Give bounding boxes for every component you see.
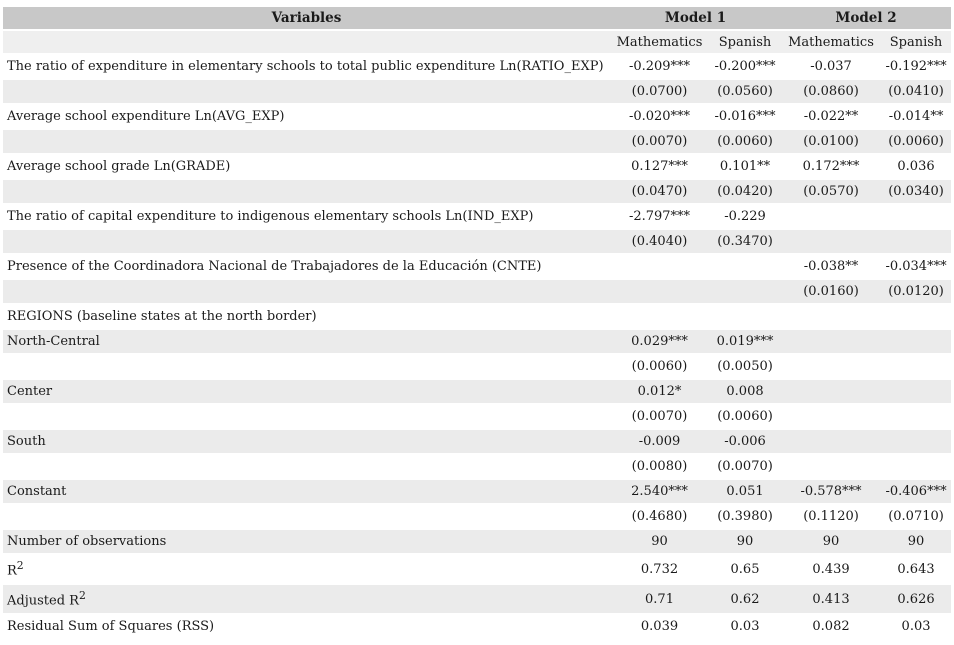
subheader-blank xyxy=(3,31,610,53)
row-label-text: Average school expenditure Ln(AVG_EXP) xyxy=(7,109,285,124)
row-label xyxy=(3,205,610,228)
value-cell xyxy=(610,280,709,303)
row-label xyxy=(3,330,610,353)
subheader-model1-math: Mathematics xyxy=(610,31,709,53)
row-label xyxy=(3,280,610,303)
subheader-model1-spanish: Spanish xyxy=(709,31,781,53)
value-cell xyxy=(881,430,951,453)
value-cell xyxy=(781,205,881,228)
table-row xyxy=(3,80,951,103)
table-row xyxy=(3,255,951,278)
value-cell: (0.0070) xyxy=(610,130,709,153)
header-variables: Variables xyxy=(3,7,610,29)
value-cell xyxy=(881,355,951,378)
row-label xyxy=(3,130,610,153)
table-row xyxy=(3,130,951,153)
value-cell: -0.009 xyxy=(610,430,709,453)
subheader-model2-spanish: Spanish xyxy=(881,31,951,53)
value-cell: (0.0060) xyxy=(881,130,951,153)
table-row xyxy=(3,455,951,478)
value-cell: 0.172*** xyxy=(781,155,881,178)
value-cell: 0.413 xyxy=(781,585,881,613)
value-cell: (0.0060) xyxy=(610,355,709,378)
row-label xyxy=(3,380,610,403)
value-cell: 0.036 xyxy=(881,155,951,178)
value-cell xyxy=(881,380,951,403)
value-cell xyxy=(781,455,881,478)
row-label xyxy=(3,555,610,583)
value-cell: -0.037 xyxy=(781,55,881,78)
value-cell: 0.051 xyxy=(709,480,781,503)
value-cell: (0.0100) xyxy=(781,130,881,153)
value-cell xyxy=(881,330,951,353)
superscript: 2 xyxy=(16,559,24,573)
value-cell xyxy=(781,305,881,328)
value-cell xyxy=(781,405,881,428)
value-cell xyxy=(881,455,951,478)
value-cell: -0.006 xyxy=(709,430,781,453)
table-row xyxy=(3,430,951,453)
value-cell: 0.732 xyxy=(610,555,709,583)
value-cell: -0.020*** xyxy=(610,105,709,128)
value-cell: 0.019*** xyxy=(709,330,781,353)
value-cell: (0.0410) xyxy=(881,80,951,103)
value-cell: (0.0860) xyxy=(781,80,881,103)
row-label xyxy=(3,180,610,203)
table-body xyxy=(3,55,951,638)
row-label xyxy=(3,615,610,638)
value-cell: -0.209*** xyxy=(610,55,709,78)
value-cell: 0.082 xyxy=(781,615,881,638)
row-label xyxy=(3,305,610,328)
table-row xyxy=(3,230,951,253)
value-cell: -0.229 xyxy=(709,205,781,228)
value-cell: (0.3470) xyxy=(709,230,781,253)
value-cell: 0.039 xyxy=(610,615,709,638)
row-label-text: Constant xyxy=(7,484,67,499)
value-cell: -0.034*** xyxy=(881,255,951,278)
table-row xyxy=(3,330,951,353)
value-cell xyxy=(781,430,881,453)
table-row xyxy=(3,380,951,403)
value-cell: (0.0710) xyxy=(881,505,951,528)
row-label-text: North-Central xyxy=(7,334,100,349)
value-cell: 90 xyxy=(709,530,781,553)
value-cell: 90 xyxy=(610,530,709,553)
regression-table xyxy=(3,5,951,640)
value-cell: 90 xyxy=(781,530,881,553)
row-label-text: Average school grade Ln(GRADE) xyxy=(7,159,231,174)
row-label xyxy=(3,355,610,378)
row-label-text: Residual Sum of Squares (RSS) xyxy=(7,619,215,634)
value-cell xyxy=(881,305,951,328)
header-row xyxy=(3,7,951,29)
value-cell xyxy=(781,355,881,378)
value-cell: 90 xyxy=(881,530,951,553)
row-label-text: Number of observations xyxy=(7,534,167,549)
value-cell: (0.0060) xyxy=(709,405,781,428)
table-row xyxy=(3,615,951,638)
table-row xyxy=(3,530,951,553)
value-cell xyxy=(881,405,951,428)
table-row xyxy=(3,585,951,613)
value-cell: 0.029*** xyxy=(610,330,709,353)
row-label-text: Center xyxy=(7,384,53,399)
table-row xyxy=(3,405,951,428)
table-row xyxy=(3,480,951,503)
value-cell: (0.0700) xyxy=(610,80,709,103)
value-cell: (0.0120) xyxy=(881,280,951,303)
value-cell: 0.62 xyxy=(709,585,781,613)
row-label xyxy=(3,430,610,453)
row-label xyxy=(3,505,610,528)
value-cell: (0.0560) xyxy=(709,80,781,103)
value-cell: (0.4680) xyxy=(610,505,709,528)
subheader-model2-math: Mathematics xyxy=(781,31,881,53)
row-label xyxy=(3,80,610,103)
value-cell xyxy=(781,330,881,353)
value-cell: -0.578*** xyxy=(781,480,881,503)
table-row xyxy=(3,355,951,378)
value-cell xyxy=(709,280,781,303)
row-label-text: REGIONS (baseline states at the north border) xyxy=(7,309,317,324)
value-cell xyxy=(881,230,951,253)
value-cell: -0.038** xyxy=(781,255,881,278)
row-label xyxy=(3,230,610,253)
value-cell: -0.014** xyxy=(881,105,951,128)
value-cell: 0.65 xyxy=(709,555,781,583)
header-model-2: Model 2 xyxy=(781,7,951,29)
table-row xyxy=(3,280,951,303)
value-cell: (0.0080) xyxy=(610,455,709,478)
row-label-text: The ratio of expenditure in elementary schools to total public expenditure Ln(RATIO_EXP) xyxy=(7,59,604,74)
value-cell xyxy=(610,255,709,278)
value-cell xyxy=(610,305,709,328)
value-cell xyxy=(781,230,881,253)
row-label xyxy=(3,530,610,553)
table-row xyxy=(3,505,951,528)
row-label-text: Adjusted R xyxy=(7,593,79,609)
value-cell: -0.022** xyxy=(781,105,881,128)
table-row xyxy=(3,105,951,128)
value-cell: -0.406*** xyxy=(881,480,951,503)
value-cell: (0.0470) xyxy=(610,180,709,203)
value-cell: (0.0070) xyxy=(709,455,781,478)
superscript: 2 xyxy=(78,589,86,603)
row-label xyxy=(3,155,610,178)
value-cell: (0.0340) xyxy=(881,180,951,203)
row-label xyxy=(3,105,610,128)
value-cell: -0.016*** xyxy=(709,105,781,128)
row-label xyxy=(3,585,610,613)
value-cell: (0.0070) xyxy=(610,405,709,428)
row-label-text: South xyxy=(7,434,46,449)
value-cell: 2.540*** xyxy=(610,480,709,503)
row-label xyxy=(3,455,610,478)
row-label-text: R xyxy=(7,563,17,579)
row-label xyxy=(3,55,610,78)
value-cell: (0.0570) xyxy=(781,180,881,203)
value-cell: -0.192*** xyxy=(881,55,951,78)
table-row xyxy=(3,180,951,203)
subheader-row xyxy=(3,31,951,53)
table-row xyxy=(3,305,951,328)
table-row xyxy=(3,205,951,228)
value-cell: 0.643 xyxy=(881,555,951,583)
value-cell: -2.797*** xyxy=(610,205,709,228)
value-cell xyxy=(881,205,951,228)
value-cell: 0.012* xyxy=(610,380,709,403)
value-cell xyxy=(781,380,881,403)
value-cell: (0.1120) xyxy=(781,505,881,528)
value-cell: 0.008 xyxy=(709,380,781,403)
table-row xyxy=(3,555,951,583)
value-cell: -0.200*** xyxy=(709,55,781,78)
row-label xyxy=(3,255,610,278)
value-cell: 0.71 xyxy=(610,585,709,613)
row-label xyxy=(3,480,610,503)
value-cell: 0.439 xyxy=(781,555,881,583)
value-cell: 0.03 xyxy=(709,615,781,638)
value-cell: (0.0160) xyxy=(781,280,881,303)
row-label-text: Presence of the Coordinadora Nacional de Trabajadores de la Educación (CNTE) xyxy=(7,259,542,274)
value-cell: (0.0420) xyxy=(709,180,781,203)
row-label-text: The ratio of capital expenditure to indigenous elementary schools Ln(IND_EXP) xyxy=(7,209,534,224)
value-cell: (0.0050) xyxy=(709,355,781,378)
value-cell: (0.0060) xyxy=(709,130,781,153)
value-cell: (0.3980) xyxy=(709,505,781,528)
value-cell: (0.4040) xyxy=(610,230,709,253)
header-model-1: Model 1 xyxy=(610,7,781,29)
row-label xyxy=(3,405,610,428)
value-cell: 0.101** xyxy=(709,155,781,178)
value-cell: 0.03 xyxy=(881,615,951,638)
value-cell xyxy=(709,255,781,278)
value-cell: 0.626 xyxy=(881,585,951,613)
table-row xyxy=(3,155,951,178)
value-cell xyxy=(709,305,781,328)
table-row xyxy=(3,55,951,78)
value-cell: 0.127*** xyxy=(610,155,709,178)
